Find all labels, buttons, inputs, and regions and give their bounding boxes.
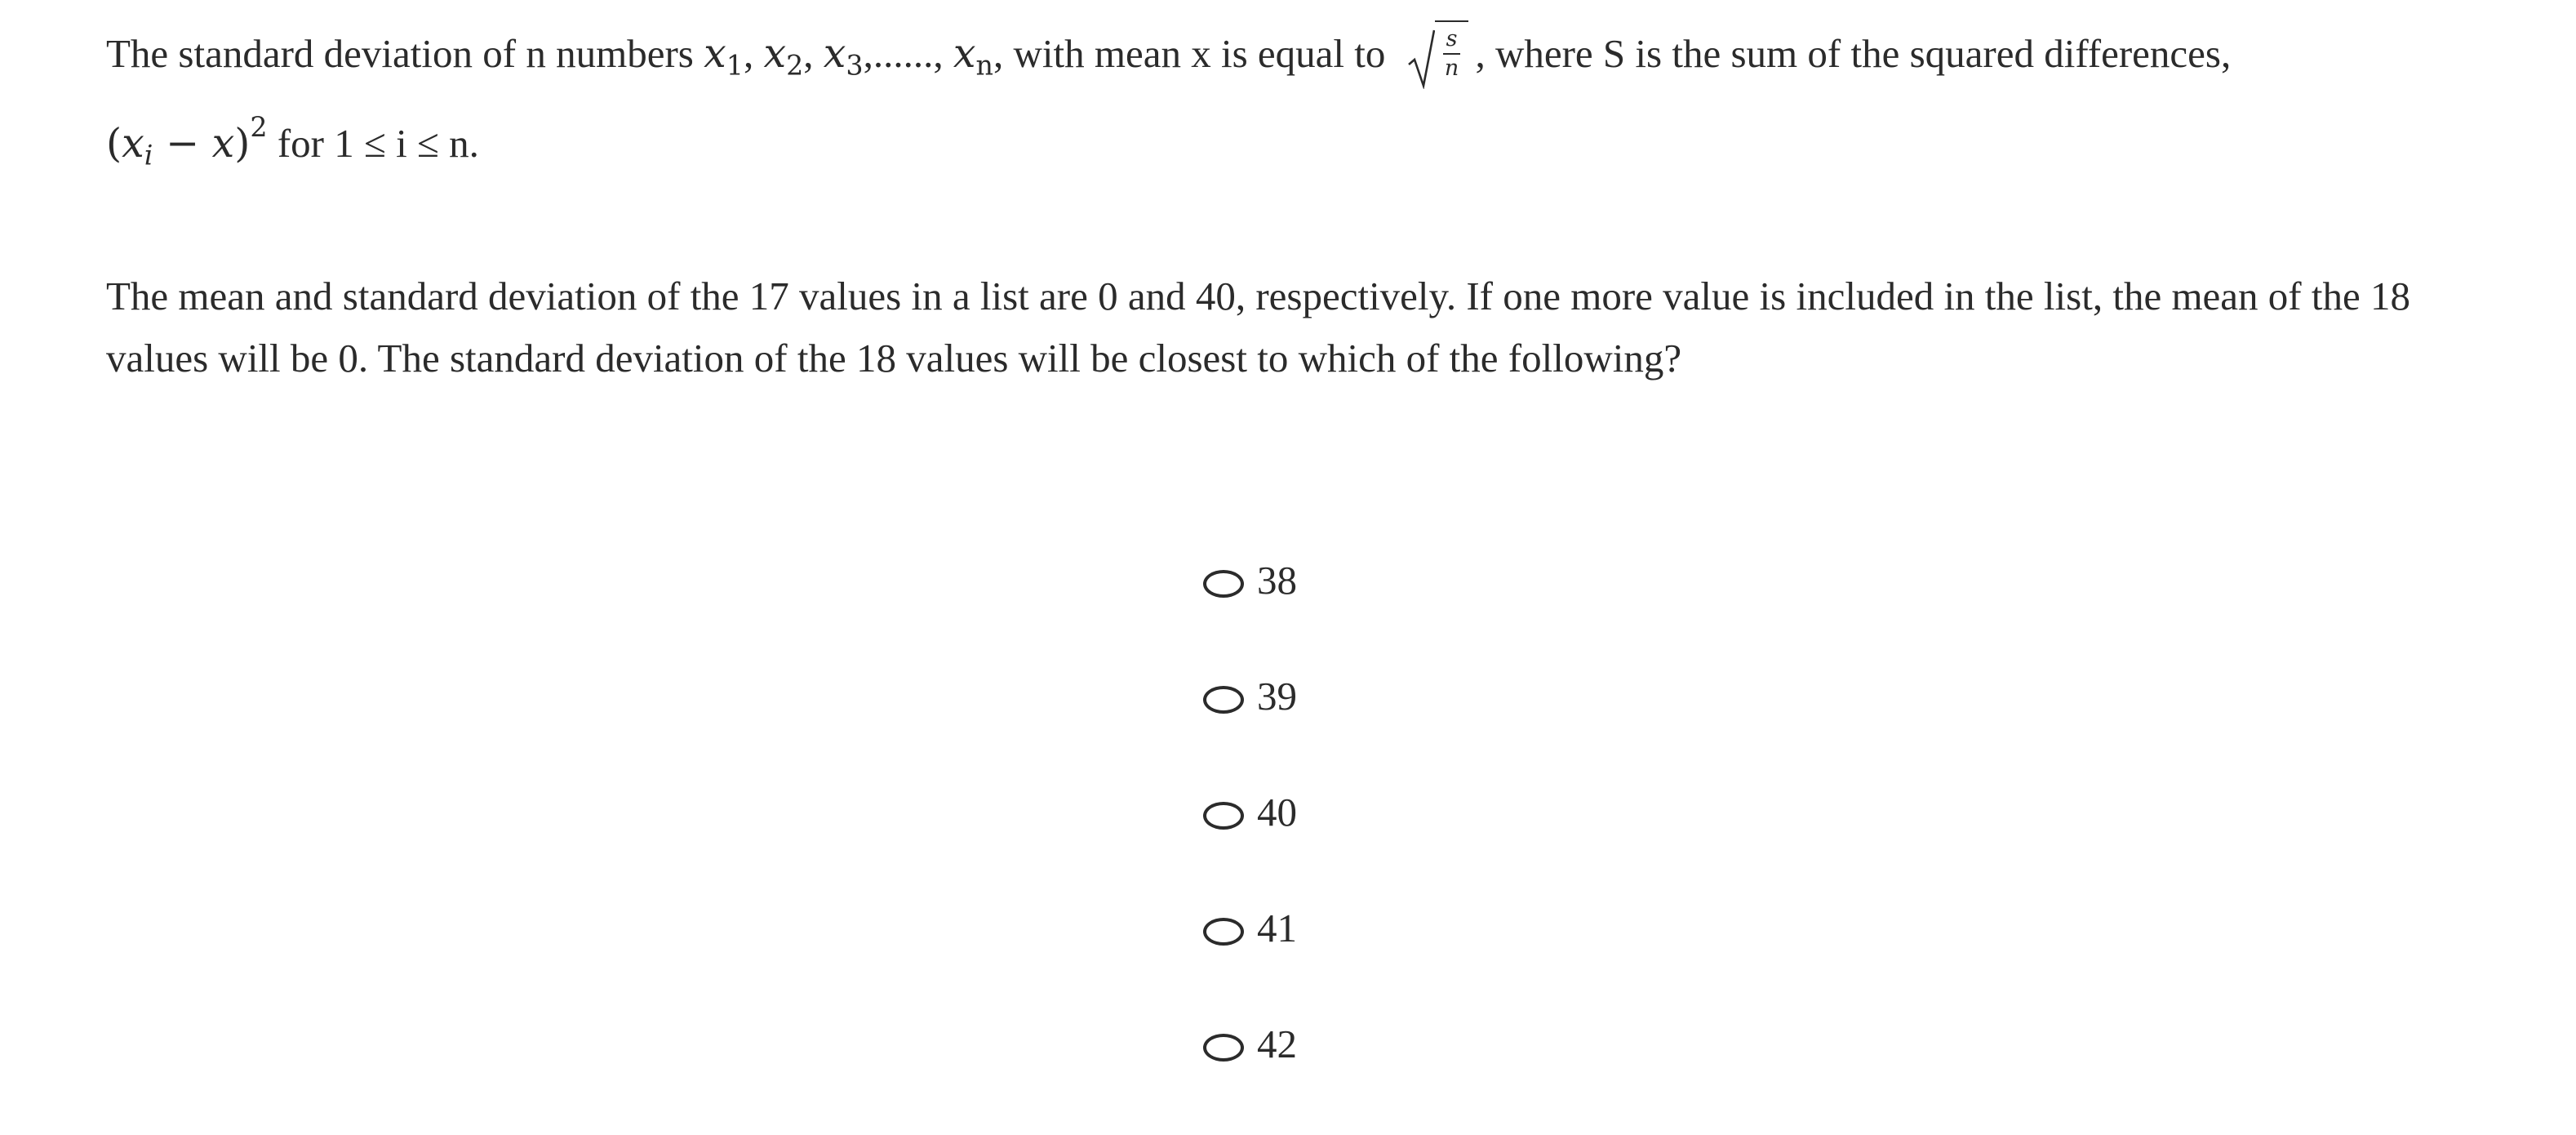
definition-text-1: The standard deviation of n numbers [106, 31, 704, 76]
option-label: 38 [1257, 557, 1297, 603]
problem-paragraph: The mean and standard deviation of the 17 values in a list are 0 and 40, respectively. If one more value is included in the list, the mean of the 18 values will be 0. The standard deviation of the 18 values will be closest to which of the following? [106, 273, 2410, 381]
definition-text-3: , where S is the sum of the squared differences, [1475, 31, 2232, 76]
definition-text-4: for 1 ≤ i ≤ n. [267, 121, 479, 167]
option-38[interactable] [1203, 555, 1297, 604]
radio-circle-icon[interactable] [1203, 686, 1244, 714]
math-x3: $x_3$ [823, 30, 864, 82]
question-content [106, 23, 2473, 389]
math-squared-difference: $(x_i - x)^2$ [106, 111, 268, 171]
answer-options [1203, 555, 1297, 1135]
radio-circle-icon[interactable] [1203, 802, 1244, 830]
definition-paragraph [106, 23, 2473, 187]
option-label: 41 [1257, 905, 1297, 950]
sqrt-radical-icon [1407, 29, 1435, 89]
option-label: 40 [1257, 789, 1297, 835]
radio-circle-icon[interactable] [1203, 918, 1244, 946]
radio-circle-icon[interactable] [1203, 1034, 1244, 1062]
option-label: 42 [1257, 1021, 1297, 1066]
math-x2: $x_2$ [763, 30, 804, 82]
sqrt-s-over-n [1407, 25, 1469, 89]
option-41[interactable] [1203, 903, 1297, 952]
option-42[interactable] [1203, 1019, 1297, 1068]
math-x1: $x_1$ [704, 30, 744, 82]
separator: , [743, 31, 764, 76]
option-39[interactable] [1203, 671, 1297, 720]
fraction [1435, 20, 1469, 81]
radio-circle-icon[interactable] [1203, 570, 1244, 598]
ellipsis: ,......, [863, 31, 953, 76]
separator: , [803, 31, 824, 76]
option-40[interactable] [1203, 787, 1297, 836]
option-label: 39 [1257, 673, 1297, 719]
math-xn: $x_n$ [953, 30, 993, 82]
fraction-numerator: s [1443, 27, 1461, 55]
fraction-denominator: n [1444, 55, 1459, 81]
definition-text-2: , with mean x is equal to [993, 31, 1396, 76]
